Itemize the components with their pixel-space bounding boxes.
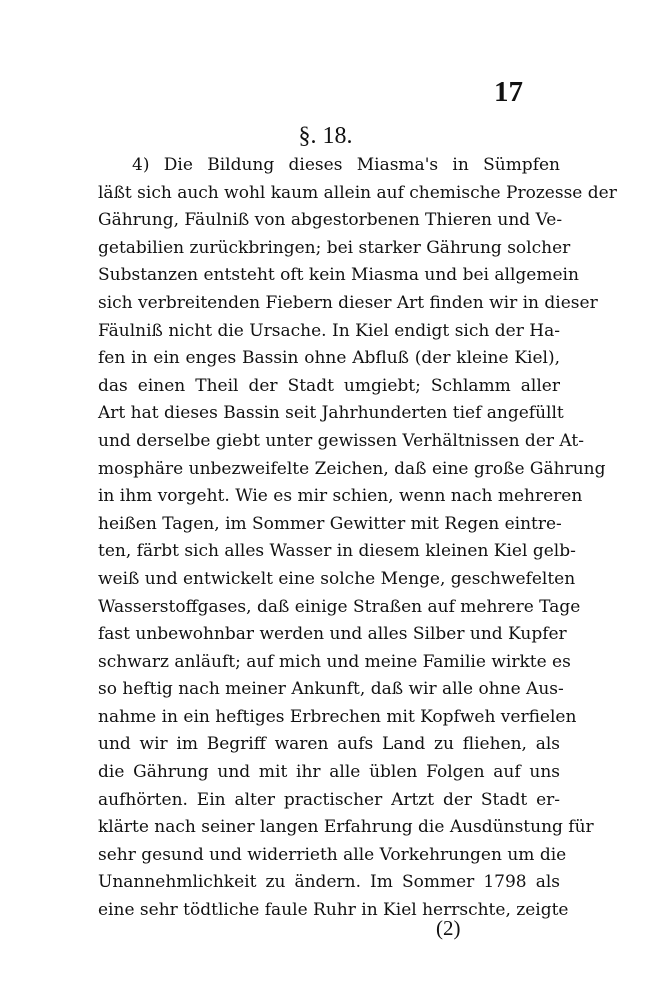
text-line: Art hat dieses Bassin seit Jahrhunderten tief angefüllt bbox=[98, 403, 564, 424]
page-number: 17 bbox=[494, 76, 523, 108]
text-line: sehr gesund und widerrieth alle Vorkehrungen um die bbox=[98, 844, 567, 865]
text-line: fen in ein enges Bassin ohne Abfluß (der kleine Kiel), bbox=[98, 348, 560, 369]
text-line: Substanzen entsteht oft kein Miasma und bei allgemein bbox=[98, 265, 579, 286]
text-line: heißen Tagen, im Sommer Gewitter mit Regen eintre- bbox=[98, 513, 562, 534]
text-line: so heftig nach meiner Ankunft, daß wir alle ohne Aus- bbox=[98, 679, 564, 700]
text-line: nahme in ein heftiges Erbrechen mit Kopfweh verfielen bbox=[98, 706, 577, 727]
text-line: die Gährung und mit ihr alle üblen Folgen auf uns bbox=[98, 762, 560, 783]
text-line: ten, färbt sich alles Wasser in diesem kleinen Kiel gelb- bbox=[98, 541, 576, 562]
text-line: eine sehr tödtliche faule Ruhr in Kiel herrschte, zeigte bbox=[98, 900, 569, 921]
signature-mark: (2) bbox=[436, 916, 461, 940]
text-line: in ihm vorgeht. Wie es mir schien, wenn nach mehreren bbox=[98, 486, 583, 507]
text-line: und derselbe giebt unter gewissen Verhältnissen der At- bbox=[98, 430, 584, 451]
text-line: Unannehmlichkeit zu ändern. Im Sommer 1798 als bbox=[98, 872, 560, 893]
text-line: mosphäre unbezweifelte Zeichen, daß eine große Gährung bbox=[98, 458, 606, 479]
text-line: Fäulniß nicht die Ursache. In Kiel endigt sich der Ha- bbox=[98, 320, 560, 341]
text-line: weiß und entwickelt eine solche Menge, geschwefelten bbox=[98, 568, 576, 589]
text-line: Wasserstoffgases, daß einige Straßen auf mehrere Tage bbox=[98, 596, 581, 617]
text-line: 4) Die Bildung dieses Miasma's in Sümpfen bbox=[132, 155, 560, 175]
text-line: sich verbreitenden Fiebern dieser Art finden wir in dieser bbox=[98, 292, 598, 313]
text-line: läßt sich auch wohl kaum allein auf chemische Prozesse der bbox=[98, 182, 617, 203]
text-line: fast unbewohnbar werden und alles Silber und Kupfer bbox=[98, 624, 567, 645]
text-line: klärte nach seiner langen Erfahrung die Ausdünstung für bbox=[98, 817, 594, 838]
body-text bbox=[98, 152, 617, 925]
text-line: getabilien zurückbringen; bei starker Gährung solcher bbox=[98, 237, 571, 258]
text-line: das einen Theil der Stadt umgiebt; Schlamm aller bbox=[98, 375, 560, 396]
text-line: schwarz anläuft; auf mich und meine Familie wirkte es bbox=[98, 651, 571, 672]
section-heading: §. 18. bbox=[298, 123, 353, 149]
text-line: und wir im Begriff waren aufs Land zu fliehen, als bbox=[98, 734, 560, 755]
text-line: aufhörten. Ein alter practischer Artzt der Stadt er- bbox=[98, 789, 560, 810]
text-line: Gährung, Fäulniß von abgestorbenen Thieren und Ve- bbox=[98, 210, 563, 231]
